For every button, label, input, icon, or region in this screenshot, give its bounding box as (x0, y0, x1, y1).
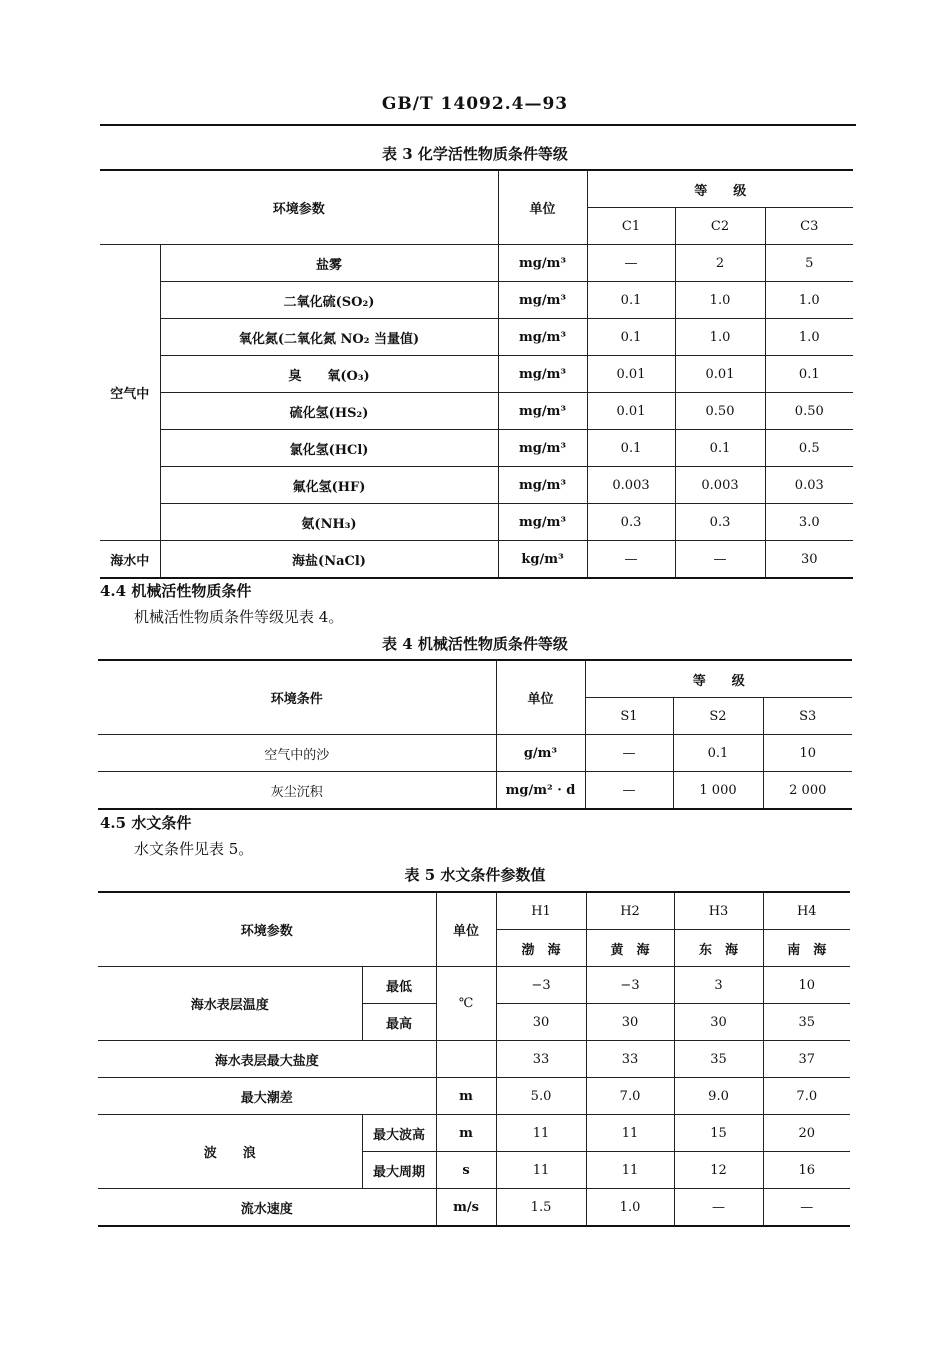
table3-cell: 0.3 (587, 504, 675, 541)
table3-row-name: 盐雾 (160, 245, 498, 282)
table3-row-name: 二氧化硫(SO₂) (160, 282, 498, 319)
table5-cell: 5.0 (496, 1078, 586, 1115)
table5-level: H1 (496, 892, 586, 930)
table5-sea: 南 海 (763, 930, 850, 967)
table4-grade-header: 等 级 (585, 660, 852, 698)
table3-cell: 0.01 (587, 393, 675, 430)
table5-cell: −3 (586, 967, 674, 1004)
section-4-4-title: 4.4 机械活性物质条件 (100, 582, 252, 600)
table3-cell: 0.03 (765, 467, 853, 504)
table3-cell: 0.003 (675, 467, 765, 504)
table3-row-name: 硫化氢(HS₂) (160, 393, 498, 430)
table5-cell: 33 (496, 1041, 586, 1078)
table3-row-name: 海盐(NaCl) (160, 541, 498, 579)
table5-wave-height-label: 最大波高 (362, 1115, 436, 1152)
table5-sea: 东 海 (674, 930, 763, 967)
table5-cell: 11 (496, 1152, 586, 1189)
section-4-4-text: 机械活性物质条件等级见表 4。 (134, 608, 344, 626)
table5-flow-unit: m/s (436, 1189, 496, 1227)
table5-unit-header: 单位 (436, 892, 496, 967)
table3-row-unit: mg/m³ (498, 393, 587, 430)
table5-salinity-name: 海水表层最大盐度 (98, 1041, 436, 1078)
table4-param-header: 环境条件 (98, 660, 496, 735)
table5-cell: 11 (586, 1152, 674, 1189)
table5-level: H2 (586, 892, 674, 930)
table5-cell: 30 (496, 1004, 586, 1041)
table3-cell: 0.1 (675, 430, 765, 467)
table5-cell: 30 (586, 1004, 674, 1041)
table3-cell: 2 (675, 245, 765, 282)
table3-cell: 3.0 (765, 504, 853, 541)
table4-level: S2 (673, 698, 763, 735)
table3-row-unit: mg/m³ (498, 356, 587, 393)
table3 (100, 169, 853, 579)
table3-cell: 0.01 (587, 356, 675, 393)
table4-cell: 1 000 (673, 772, 763, 810)
table3-unit-header: 单位 (498, 170, 587, 245)
table5-salinity-unit (436, 1041, 496, 1078)
table3-cell: — (587, 541, 675, 579)
table5-cell: 1.0 (586, 1189, 674, 1227)
table4-cell: 10 (763, 735, 852, 772)
table3-row-name: 氟化氢(HF) (160, 467, 498, 504)
table3-param-header: 环境参数 (100, 170, 498, 245)
table3-level: C3 (765, 208, 853, 245)
table4-row-unit: mg/m² · d (496, 772, 585, 810)
table5-level: H3 (674, 892, 763, 930)
table3-row-unit: mg/m³ (498, 504, 587, 541)
table5-cell: — (763, 1189, 850, 1227)
table5-flow-name: 流水速度 (98, 1189, 436, 1227)
table5-sea: 渤 海 (496, 930, 586, 967)
table3-cell: 0.01 (675, 356, 765, 393)
table4-cell: 2 000 (763, 772, 852, 810)
table3-row-unit: mg/m³ (498, 319, 587, 356)
table3-caption: 表 3 化学活性物质条件等级 (382, 145, 568, 163)
table3-cell: 5 (765, 245, 853, 282)
table3-cell: — (587, 245, 675, 282)
table3-row-name: 氨(NH₃) (160, 504, 498, 541)
table5-cell: 35 (674, 1041, 763, 1078)
table4-caption: 表 4 机械活性物质条件等级 (382, 635, 568, 653)
table5-cell: 1.5 (496, 1189, 586, 1227)
table5-cell: 12 (674, 1152, 763, 1189)
table5-temp-unit: ℃ (436, 967, 496, 1041)
table5-cell: 7.0 (586, 1078, 674, 1115)
table3-cell: 1.0 (675, 282, 765, 319)
table5-cell: 33 (586, 1041, 674, 1078)
table4 (98, 659, 852, 810)
table3-grade-header: 等 级 (587, 170, 853, 208)
table5-tide-name: 最大潮差 (98, 1078, 436, 1115)
table3-cell: 0.3 (675, 504, 765, 541)
table3-cell: 0.50 (765, 393, 853, 430)
table5 (98, 891, 850, 1227)
table5-wave-period-label: 最大周期 (362, 1152, 436, 1189)
table3-row-unit: mg/m³ (498, 245, 587, 282)
table5-temp-max-label: 最高 (362, 1004, 436, 1041)
table3-cell: 0.003 (587, 467, 675, 504)
table5-cell: 10 (763, 967, 850, 1004)
table5-cell: 16 (763, 1152, 850, 1189)
table5-wave-period-unit: s (436, 1152, 496, 1189)
table5-cell: 37 (763, 1041, 850, 1078)
table3-cell: 0.1 (587, 282, 675, 319)
table5-cell: 11 (586, 1115, 674, 1152)
table5-temp-min-label: 最低 (362, 967, 436, 1004)
table5-cell: 3 (674, 967, 763, 1004)
table3-row-unit: mg/m³ (498, 467, 587, 504)
section-4-5-title: 4.5 水文条件 (100, 814, 192, 832)
table5-temp-name: 海水表层温度 (98, 967, 362, 1041)
table5-cell: 20 (763, 1115, 850, 1152)
table3-group-sea: 海水中 (100, 541, 160, 579)
table5-level: H4 (763, 892, 850, 930)
table5-sea: 黄 海 (586, 930, 674, 967)
table4-row-name: 灰尘沉积 (98, 772, 496, 810)
table3-cell: 0.5 (765, 430, 853, 467)
table3-level: C1 (587, 208, 675, 245)
table5-param-header: 环境参数 (98, 892, 436, 967)
table4-unit-header: 单位 (496, 660, 585, 735)
table3-cell: 0.1 (587, 430, 675, 467)
table3-cell: 0.1 (765, 356, 853, 393)
table3-group-air: 空气中 (100, 245, 160, 541)
table4-row-name: 空气中的沙 (98, 735, 496, 772)
standard-header: GB/T 14092.4—93 (381, 94, 569, 114)
table3-row-name: 氧化氮(二氧化氮 NO₂ 当量值) (160, 319, 498, 356)
table5-tide-unit: m (436, 1078, 496, 1115)
section-4-5-text: 水文条件见表 5。 (134, 840, 254, 858)
table3-row-unit: kg/m³ (498, 541, 587, 579)
header-rule (100, 124, 856, 126)
table5-cell: 9.0 (674, 1078, 763, 1115)
table4-row-unit: g/m³ (496, 735, 585, 772)
table5-cell: — (674, 1189, 763, 1227)
table3-cell: 30 (765, 541, 853, 579)
table5-cell: 7.0 (763, 1078, 850, 1115)
table5-wave-height-unit: m (436, 1115, 496, 1152)
table5-wave-name: 波 浪 (98, 1115, 362, 1189)
table3-cell: 0.1 (587, 319, 675, 356)
table3-level: C2 (675, 208, 765, 245)
table4-cell: — (585, 735, 673, 772)
table5-cell: 15 (674, 1115, 763, 1152)
table3-row-name: 氯化氢(HCl) (160, 430, 498, 467)
table3-row-unit: mg/m³ (498, 430, 587, 467)
table5-cell: −3 (496, 967, 586, 1004)
table4-cell: — (585, 772, 673, 810)
table4-level: S3 (763, 698, 852, 735)
table3-cell: 1.0 (765, 319, 853, 356)
table5-cell: 35 (763, 1004, 850, 1041)
table3-cell: 1.0 (675, 319, 765, 356)
table5-cell: 11 (496, 1115, 586, 1152)
table4-cell: 0.1 (673, 735, 763, 772)
table3-row-name: 臭 氧(O₃) (160, 356, 498, 393)
table3-cell: — (675, 541, 765, 579)
table3-row-unit: mg/m³ (498, 282, 587, 319)
table4-level: S1 (585, 698, 673, 735)
table3-cell: 1.0 (765, 282, 853, 319)
table5-caption: 表 5 水文条件参数值 (404, 866, 546, 884)
table5-cell: 30 (674, 1004, 763, 1041)
table3-cell: 0.50 (675, 393, 765, 430)
